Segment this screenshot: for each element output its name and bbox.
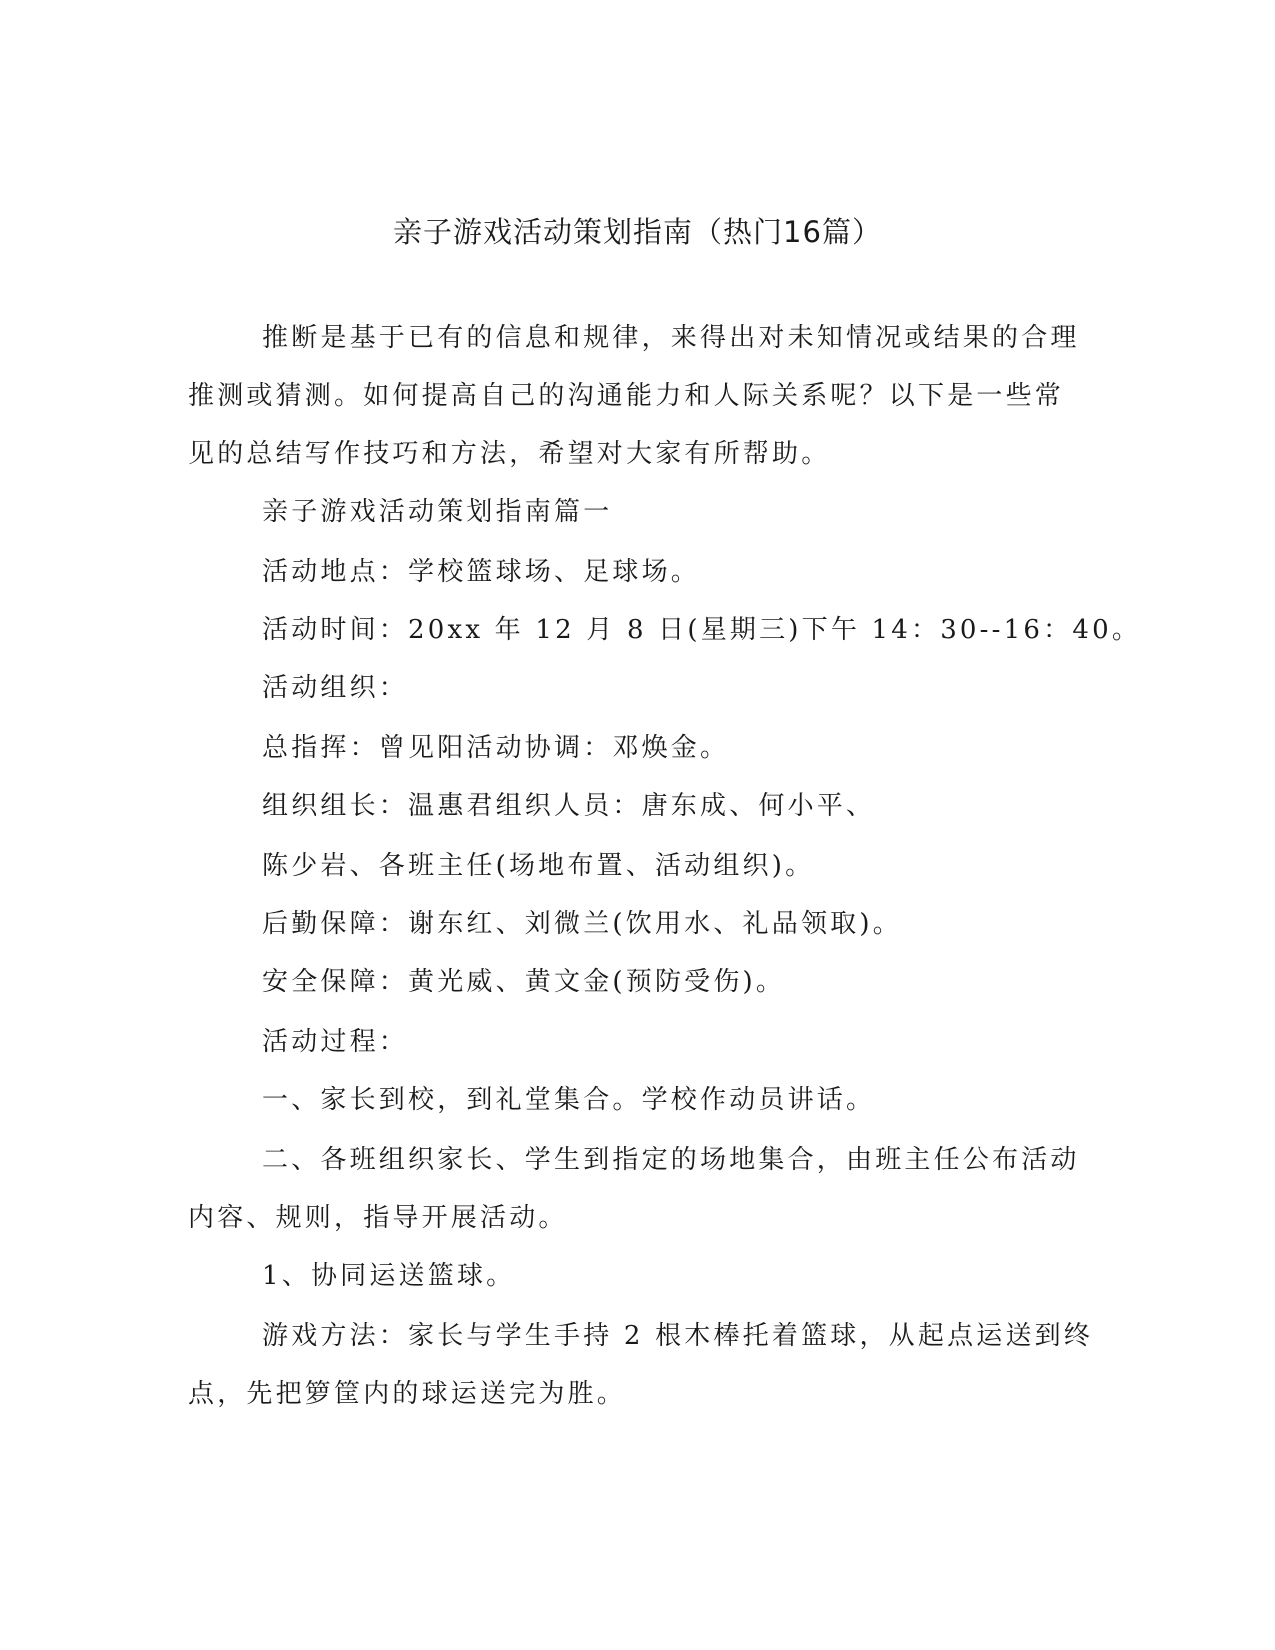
- paragraph-line: 活动地点：学校篮球场、足球场。: [262, 557, 701, 587]
- paragraph-line: 活动过程：: [262, 1027, 409, 1057]
- paragraph-line: 安全保障：黄光威、黄文金(预防受伤)。: [262, 967, 786, 997]
- paragraph-line: 二、各班组织家长、学生到指定的场地集合，由班主任公布活动: [262, 1145, 1080, 1175]
- paragraph-line: 推测或猜测。如何提高自己的沟通能力和人际关系呢？以下是一些常: [188, 381, 1065, 411]
- paragraph-line: 1、协同运送篮球。: [262, 1261, 516, 1291]
- paragraph-line: 总指挥：曾见阳活动协调：邓焕金。: [262, 733, 730, 763]
- paragraph-line: 陈少岩、各班主任(场地布置、活动组织)。: [262, 851, 815, 881]
- paragraph-line: 组织组长：温惠君组织人员：唐东成、何小平、: [262, 791, 876, 821]
- paragraph-line: 内容、规则，指导开展活动。: [188, 1203, 568, 1233]
- paragraph-line: 后勤保障：谢东红、刘微兰(饮用水、礼品领取)。: [262, 909, 902, 939]
- paragraph-line: 游戏方法：家长与学生手持 2 根木棒托着篮球，从起点运送到终: [262, 1321, 1094, 1351]
- section-heading: 亲子游戏活动策划指南篇一: [262, 497, 613, 527]
- paragraph-line: 推断是基于已有的信息和规律，来得出对未知情况或结果的合理: [262, 323, 1080, 353]
- paragraph-line: 点，先把箩筐内的球运送完为胜。: [188, 1379, 627, 1409]
- document-title: 亲子游戏活动策划指南（热门16篇）: [393, 215, 882, 249]
- paragraph-line: 见的总结写作技巧和方法，希望对大家有所帮助。: [188, 439, 831, 469]
- paragraph-line: 一、家长到校，到礼堂集合。学校作动员讲话。: [262, 1085, 876, 1115]
- paragraph-line: 活动组织：: [262, 673, 409, 703]
- paragraph-line: 活动时间：20xx 年 12 月 8 日(星期三)下午 14：30--16：40。: [262, 615, 1142, 645]
